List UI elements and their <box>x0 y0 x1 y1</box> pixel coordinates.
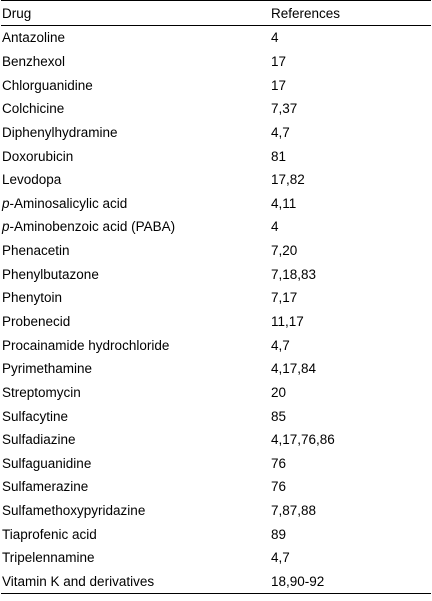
table-row <box>1 73 431 97</box>
references-cell: 17 <box>271 77 287 93</box>
drug-name: Colchicine <box>2 101 65 117</box>
drug-name: Sulfamerazine <box>2 479 89 495</box>
table-row <box>1 121 431 145</box>
drug-name: Doxorubicin <box>2 148 74 164</box>
references-cell: 4,11 <box>271 195 297 211</box>
drug-name-cell <box>1 50 270 74</box>
drug-name-cell <box>1 73 270 97</box>
references-cell: 17,82 <box>271 172 305 188</box>
drug-name: Phenylbutazone <box>2 266 99 282</box>
references-cell: 7,18,83 <box>271 266 317 282</box>
references-cell: 89 <box>271 526 287 542</box>
references-cell: 11,17 <box>271 314 304 329</box>
drug-name-cell <box>1 191 270 215</box>
drug-name-prefix: p <box>2 195 10 211</box>
references-cell: 7,20 <box>271 243 298 259</box>
references-cell: 81 <box>271 148 287 164</box>
drug-name-cell <box>1 570 270 594</box>
drug-name-cell <box>1 546 270 570</box>
references-cell: 20 <box>271 384 287 400</box>
table-row <box>1 50 431 74</box>
references-cell: 7,37 <box>271 101 298 117</box>
table-row <box>1 428 431 452</box>
references-cell: 4,7 <box>271 337 290 353</box>
references-cell: 76 <box>271 479 287 495</box>
references-cell: 17 <box>271 53 287 69</box>
references-cell: 76 <box>271 455 287 471</box>
table-row <box>1 144 431 168</box>
table-row <box>1 286 431 310</box>
drug-name: Chlorguanidine <box>2 77 93 93</box>
references-cell: 4,7 <box>271 124 290 140</box>
table-row <box>1 522 431 546</box>
table-row <box>1 215 431 239</box>
references-cell: 85 <box>271 408 287 424</box>
references-cell: 4,7 <box>271 550 290 566</box>
drug-name-cell <box>1 357 270 381</box>
table-row <box>1 262 431 286</box>
table-row <box>1 26 431 50</box>
table-row <box>1 168 431 192</box>
drug-name-cell <box>1 452 270 476</box>
drug-name: Sulfaguanidine <box>2 455 92 471</box>
drug-name-cell <box>1 381 270 405</box>
drug-name: -Aminosalicylic acid <box>9 195 128 211</box>
table-row <box>1 191 431 215</box>
drug-name: Benzhexol <box>2 53 66 69</box>
drug-name: Antazoline <box>2 30 66 46</box>
drug-name: Probenecid <box>2 314 71 329</box>
table-row <box>1 97 431 121</box>
drug-name: Levodopa <box>2 172 62 188</box>
table-header <box>1 1 431 26</box>
drug-name: Tiaprofenic acid <box>2 526 97 542</box>
table-row <box>1 499 431 523</box>
drug-name: Diphenylhydramine <box>2 124 118 140</box>
drug-name-cell <box>1 26 270 50</box>
drug-name: Pyrimethamine <box>2 361 93 377</box>
drug-name-cell <box>1 333 270 357</box>
drug-name: Procainamide hydrochloride <box>2 337 170 353</box>
drug-name: Streptomycin <box>2 384 81 400</box>
references-cell: 18,90-92 <box>270 570 431 594</box>
drug-name: Sulfadiazine <box>2 432 76 448</box>
drug-name-cell <box>1 97 270 121</box>
drug-name-cell <box>1 522 270 546</box>
references-cell: 4 <box>271 219 279 235</box>
table-row <box>1 381 431 405</box>
drug-name-cell <box>1 499 270 523</box>
drug-name: -Aminobenzoic acid (PABA) <box>9 219 176 235</box>
drug-name-cell <box>1 121 270 145</box>
drug-name-cell <box>1 239 270 263</box>
references-cell: 4,17,84 <box>271 361 317 377</box>
table-body <box>1 26 431 594</box>
drug-name-cell <box>1 262 270 286</box>
drug-name: Sulfamethoxypyridazine <box>2 503 146 519</box>
table-row <box>1 475 431 499</box>
drug-name-cell <box>1 475 270 499</box>
table-row <box>1 452 431 476</box>
references-cell: 4,17,76,86 <box>271 432 335 448</box>
drug-name-cell <box>1 310 270 334</box>
drug-name: Vitamin K and derivatives <box>2 574 155 590</box>
drug-name-cell <box>1 144 270 168</box>
drug-name-cell <box>1 286 270 310</box>
references-column-header: References <box>270 1 431 26</box>
drug-name: Phenacetin <box>2 243 70 259</box>
references-cell: 7,17 <box>271 290 298 306</box>
table-row <box>1 239 431 263</box>
drug-name-cell <box>1 168 270 192</box>
table-row <box>1 333 431 357</box>
references-cell: 4 <box>271 30 279 46</box>
drug-name: Phenytoin <box>2 290 63 306</box>
drug-name-cell <box>1 215 270 239</box>
drug-references-table <box>1 0 431 594</box>
references-cell: 7,87,88 <box>271 503 317 519</box>
table-row <box>1 404 431 428</box>
drug-name-cell <box>1 428 270 452</box>
table-row <box>1 546 431 570</box>
table-row <box>1 310 431 334</box>
table-row <box>1 357 431 381</box>
drug-name-prefix: p <box>2 219 10 235</box>
table-row <box>1 570 431 594</box>
drug-name: Sulfacytine <box>2 408 69 424</box>
drug-name: Tripelennamine <box>2 550 95 566</box>
drug-name-cell <box>1 404 270 428</box>
header-row <box>1 1 431 26</box>
drug-column-header: Drug <box>1 1 270 26</box>
